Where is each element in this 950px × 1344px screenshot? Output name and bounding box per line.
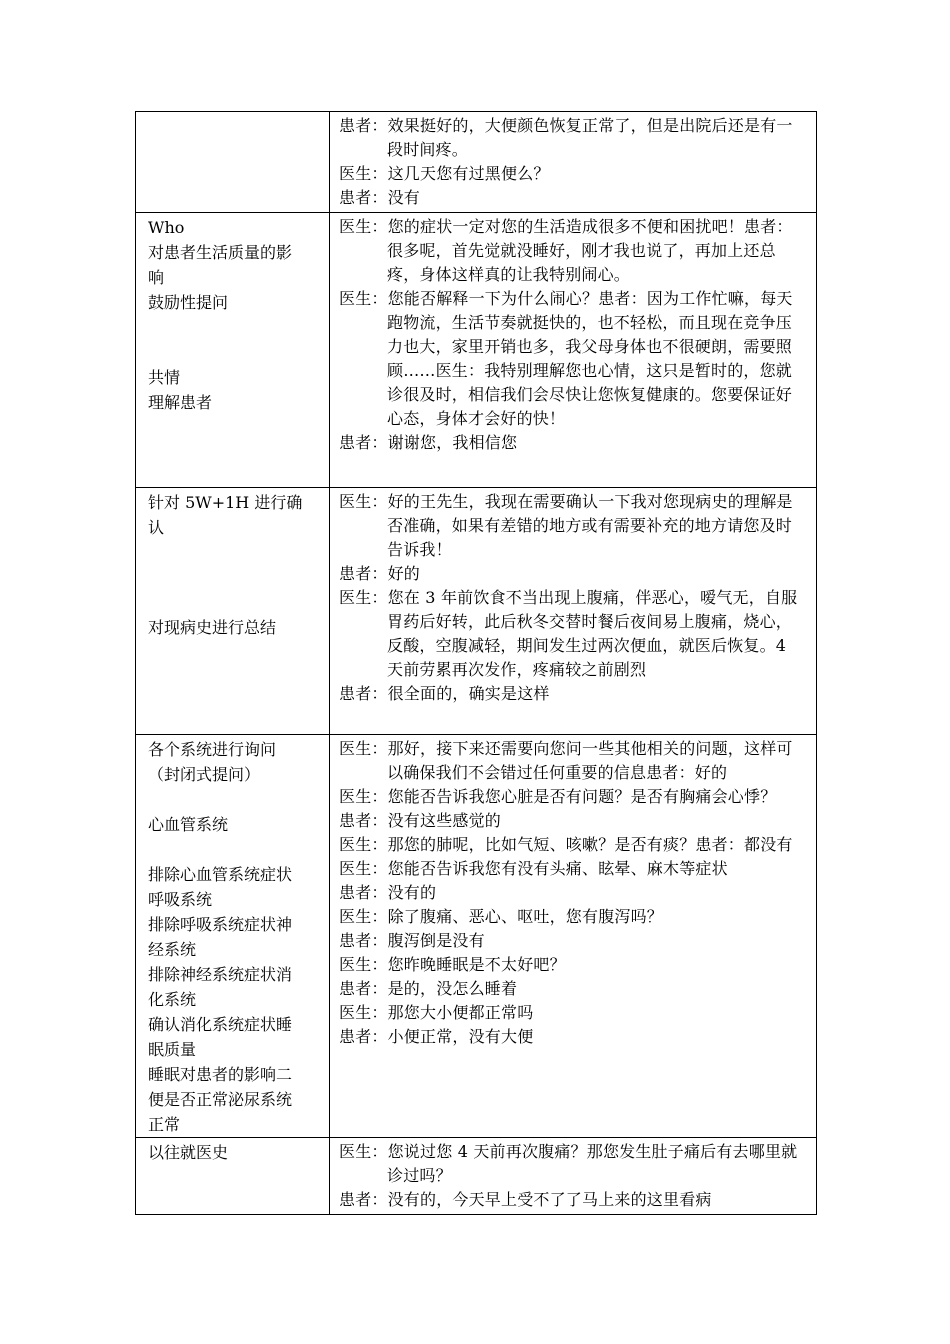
speaker-label: 患者： xyxy=(339,188,388,207)
speaker-label: 患者： xyxy=(339,1027,388,1046)
utterance-text: 没有这些感觉的 xyxy=(387,811,502,830)
dialogue-turn xyxy=(339,857,806,881)
dialogue-turn xyxy=(339,586,806,682)
speaker-label: 医生： xyxy=(339,1003,388,1022)
annotation-line: 共情 xyxy=(148,368,181,387)
speaker-label: 医生： xyxy=(339,1142,388,1161)
dialogue-turn xyxy=(339,905,806,929)
table-body xyxy=(136,112,817,1215)
dialogue-turns xyxy=(330,213,816,457)
dialogue-cell xyxy=(330,213,817,488)
utterance-text: 效果挺好的，大便颜色恢复正常了，但是出院后还是有一段时间疼。 xyxy=(387,116,793,159)
dialogue-turn xyxy=(339,215,806,287)
annotation-line: 化系统 xyxy=(148,990,197,1009)
speaker-label: 患者： xyxy=(339,433,388,452)
annotation-line xyxy=(148,590,323,615)
speaker-label: 医生： xyxy=(339,492,388,511)
dialogue-turn xyxy=(339,1188,806,1212)
annotation-line xyxy=(148,340,323,365)
utterance-text: 您昨晚睡眠是不太好吧？ xyxy=(387,955,566,974)
dialogue-turns xyxy=(330,488,816,708)
table-row xyxy=(136,488,817,735)
annotation-line: 确认消化系统症状睡 xyxy=(148,1015,293,1034)
dialogue-turn xyxy=(339,977,806,1001)
annotation-line: 睡眠对患者的影响二 xyxy=(148,1065,293,1084)
annotation-line: 排除心血管系统症状 xyxy=(148,865,293,884)
dialogue-turn xyxy=(339,785,806,809)
dialogue-cell xyxy=(330,735,817,1138)
dialogue-turn xyxy=(339,682,806,706)
dialogue-cell xyxy=(330,1138,817,1215)
speaker-label: 医生： xyxy=(339,164,388,183)
annotation-line: 排除呼吸系统症状神 xyxy=(148,915,293,934)
dialogue-turn xyxy=(339,1140,806,1188)
dialogue-turn xyxy=(339,881,806,905)
speaker-label: 医生： xyxy=(339,907,388,926)
utterance-text: 这几天您有过黑便么？ xyxy=(387,164,550,183)
speaker-label: 患者： xyxy=(339,684,388,703)
table-row xyxy=(136,213,817,488)
table-row xyxy=(136,735,817,1138)
speaker-label: 患者： xyxy=(339,811,388,830)
utterance-text: 没有的 xyxy=(387,883,437,902)
speaker-label: 医生： xyxy=(339,217,388,236)
annotation-line: 便是否正常泌尿系统 xyxy=(148,1090,293,1109)
speaker-label: 医生： xyxy=(339,955,388,974)
annotation-line: （封闭式提问） xyxy=(148,765,261,784)
annotation-lines xyxy=(136,112,329,114)
utterance-text: 小便正常，没有大便 xyxy=(387,1027,534,1046)
utterance-text: 没有的，今天早上受不了了马上来的这里看病 xyxy=(387,1190,712,1209)
utterance-text: 谢谢您，我相信您 xyxy=(387,433,518,452)
dialogue-turn xyxy=(339,953,806,977)
dialogue-turns xyxy=(330,735,816,1051)
utterance-text: 您在 3 年前饮食不当出现上腹痛，伴恶心，嗳气无，自服胃药后好转，此后秋冬交替时餐后夜间易上腹痛，烧心，反酸，空腹减轻，期间发生过两次便血，就医后恢复。4 天前劳累再次发作，疼痛较之前剧烈 xyxy=(387,588,798,679)
utterance-text: 那您的肺呢，比如气短、咳嗽？是否有痰？患者：都没有 xyxy=(387,835,793,854)
speaker-label: 患者： xyxy=(339,883,388,902)
annotation-line xyxy=(148,837,323,862)
utterance-text: 是的，没怎么睡着 xyxy=(387,979,518,998)
utterance-text: 好的王先生，我现在需要确认一下我对您现病史的理解是否准确，如果有差错的地方或有需要补充的地方请您及时告诉我！ xyxy=(387,492,793,559)
annotation-line: Who xyxy=(148,218,185,237)
annotation-line: 以往就医史 xyxy=(148,1143,229,1162)
utterance-text: 您能否解释一下为什么闹心？患者：因为工作忙嘛，每天跑物流，生活节奏就挺快的，也不轻松，而且现在竞争压力也大，家里开销也多，我父母身体也不很硬朗，需要照顾……医生：我特别理解您也心情，这只是暂时的，您就诊很及时，相信我们会尽快让您恢复健康的。您要保证好心态，身体才会好的快！ xyxy=(387,289,793,428)
dialogue-cell xyxy=(330,488,817,735)
utterance-text: 没有 xyxy=(387,188,421,207)
dialogue-turn xyxy=(339,929,806,953)
dialogue-turn xyxy=(339,1025,806,1049)
annotation-line: 认 xyxy=(148,518,165,537)
speaker-label: 医生： xyxy=(339,739,388,758)
utterance-text: 那您大小便都正常吗 xyxy=(387,1003,534,1022)
dialogue-turn xyxy=(339,114,806,162)
dialogue-turn xyxy=(339,1001,806,1025)
annotation-line xyxy=(148,540,323,565)
annotation-line: 响 xyxy=(148,268,165,287)
speaker-label: 医生： xyxy=(339,835,388,854)
annotation-cell xyxy=(136,735,330,1138)
utterance-text: 那好，接下来还需要向您问一些其他相关的问题，这样可以确保我们不会错过任何重要的信息患者：好的 xyxy=(387,739,793,782)
dialogue-turn xyxy=(339,737,806,785)
annotation-line: 针对 5W+1H 进行确 xyxy=(148,493,303,512)
utterance-text: 您说过您 4 天前再次腹痛？那您发生肚子痛后有去哪里就诊过吗？ xyxy=(387,1142,798,1185)
utterance-text: 您能否告诉我您有没有头痛、眩晕、麻木等症状 xyxy=(387,859,728,878)
annotation-line: 对患者生活质量的影 xyxy=(148,243,293,262)
annotation-line: 对现病史进行总结 xyxy=(148,618,277,637)
annotation-line: 鼓励性提问 xyxy=(148,293,229,312)
speaker-label: 患者： xyxy=(339,931,388,950)
dialogue-turn xyxy=(339,490,806,562)
annotation-lines xyxy=(136,213,329,415)
speaker-label: 患者： xyxy=(339,564,388,583)
utterance-text: 腹泻倒是没有 xyxy=(387,931,485,950)
annotation-lines xyxy=(136,488,329,640)
speaker-label: 患者： xyxy=(339,1190,388,1209)
annotation-line xyxy=(148,315,323,340)
table-row xyxy=(136,1138,817,1215)
table-row xyxy=(136,112,817,213)
dialogue-turn xyxy=(339,562,806,586)
utterance-text: 好的 xyxy=(387,564,421,583)
speaker-label: 患者： xyxy=(339,116,388,135)
dialogue-turn xyxy=(339,431,806,455)
utterance-text: 您能否告诉我您心脏是否有问题？是否有胸痛会心悸？ xyxy=(387,787,777,806)
speaker-label: 医生： xyxy=(339,289,388,308)
annotation-line: 正常 xyxy=(148,1115,181,1134)
dialogue-turn xyxy=(339,162,806,186)
dialogue-turn xyxy=(339,287,806,431)
annotation-line xyxy=(148,787,323,812)
speaker-label: 医生： xyxy=(339,787,388,806)
dialogue-turn xyxy=(339,186,806,210)
consultation-table xyxy=(135,111,817,1215)
dialogue-turns xyxy=(330,1138,816,1214)
annotation-lines xyxy=(136,735,329,1137)
annotation-line: 心血管系统 xyxy=(148,815,229,834)
utterance-text: 除了腹痛、恶心、呕吐，您有腹泻吗？ xyxy=(387,907,664,926)
utterance-text: 您的症状一定对您的生活造成很多不便和困扰吧！患者：很多呢，首先觉就没睡好，刚才我也说了，再加上还总疼，身体这样真的让我特别闹心。 xyxy=(387,217,793,284)
speaker-label: 医生： xyxy=(339,588,388,607)
annotation-line: 理解患者 xyxy=(148,393,213,412)
annotation-cell xyxy=(136,112,330,213)
speaker-label: 患者： xyxy=(339,979,388,998)
annotation-line: 各个系统进行询问 xyxy=(148,740,277,759)
dialogue-turns xyxy=(330,112,816,212)
speaker-label: 医生： xyxy=(339,859,388,878)
utterance-text: 很全面的，确实是这样 xyxy=(387,684,550,703)
dialogue-turn xyxy=(339,833,806,857)
annotation-line: 呼吸系统 xyxy=(148,890,213,909)
annotation-line: 排除神经系统症状消 xyxy=(148,965,293,984)
annotation-line: 眠质量 xyxy=(148,1040,197,1059)
annotation-line: 经系统 xyxy=(148,940,197,959)
annotation-cell xyxy=(136,1138,330,1215)
dialogue-turn xyxy=(339,809,806,833)
annotation-lines xyxy=(136,1138,329,1165)
annotation-cell xyxy=(136,213,330,488)
dialogue-cell xyxy=(330,112,817,213)
annotation-line xyxy=(148,565,323,590)
annotation-cell xyxy=(136,488,330,735)
